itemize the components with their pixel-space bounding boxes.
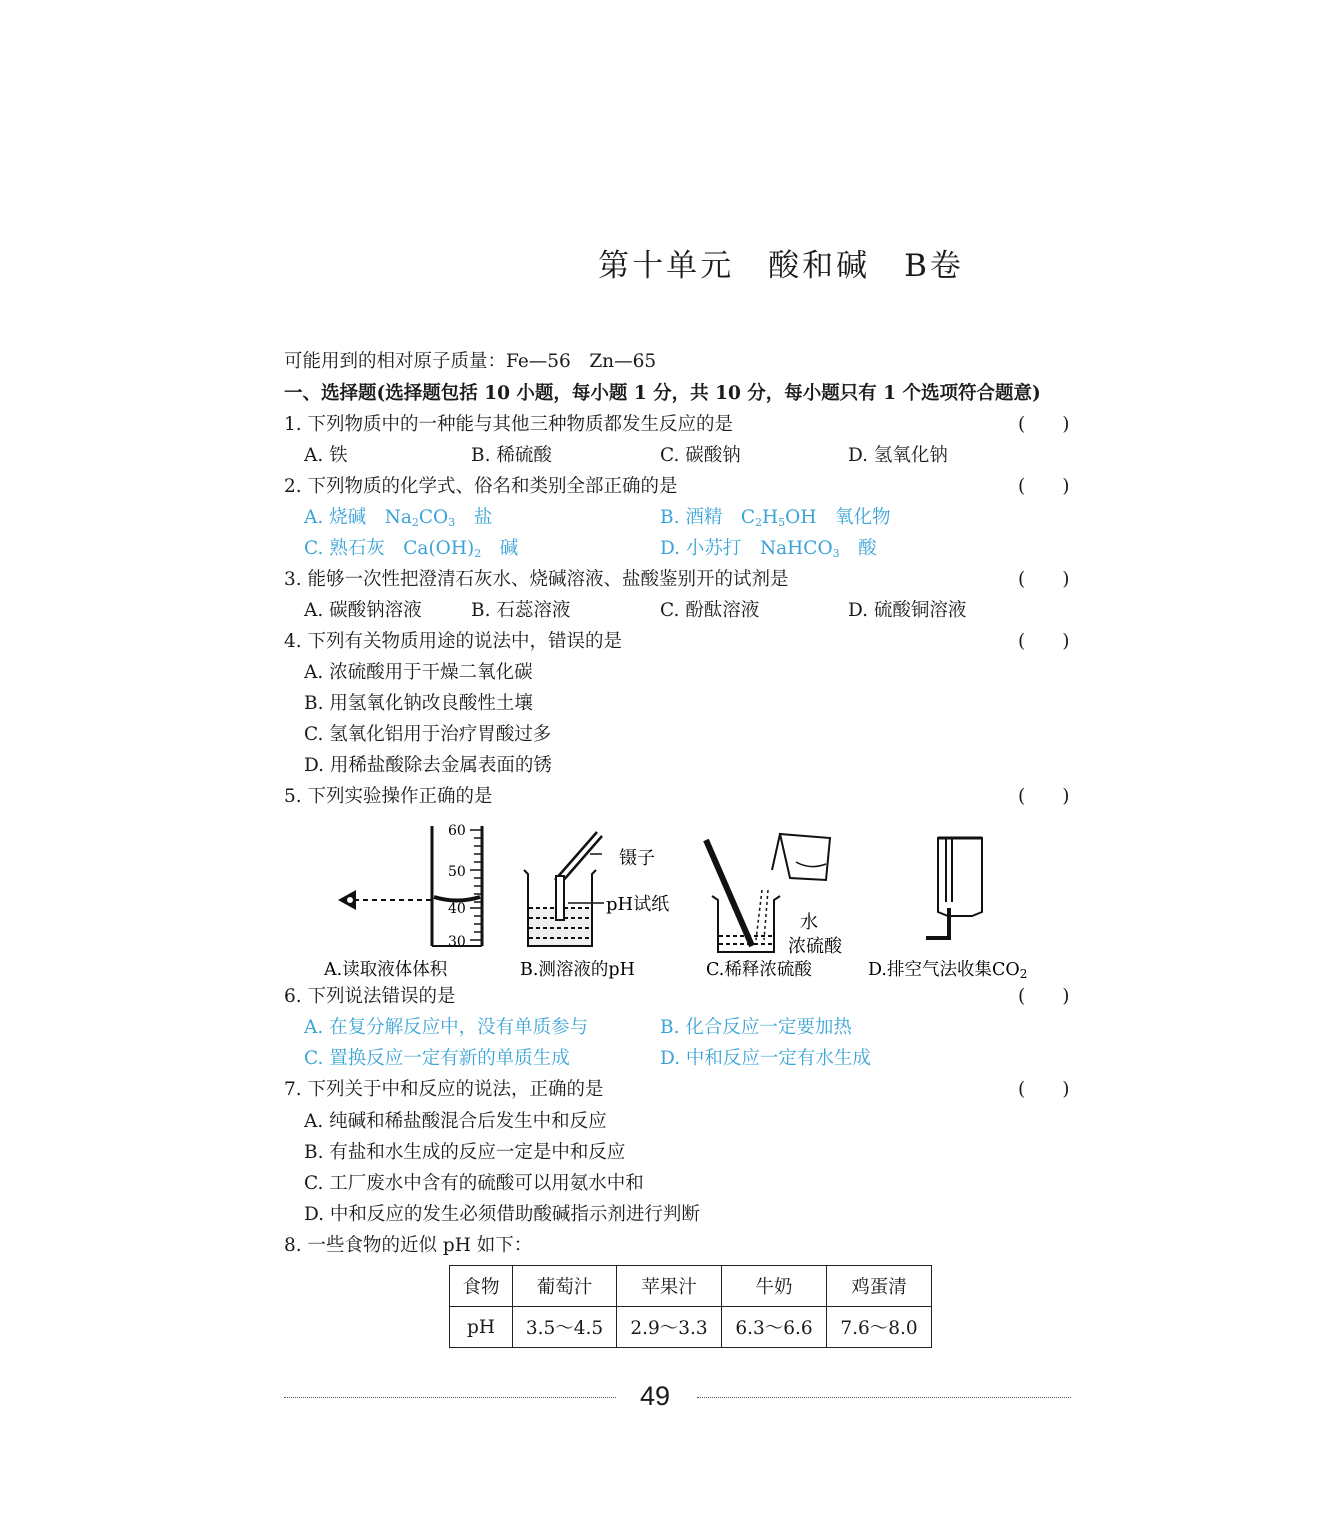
- question-5-stem: 5. 下列实验操作正确的是: [284, 786, 493, 807]
- answer-blank-7: ( ): [1018, 1079, 1070, 1100]
- question-8-stem: 8. 一些食物的近似 pH 如下：: [284, 1235, 533, 1256]
- gas-collection-illustration: [926, 838, 982, 938]
- table-cell: 2.9～3.3: [617, 1307, 722, 1348]
- lab-operations-figure: [310, 818, 1050, 990]
- question-2-stem: 2. 下列物质的化学式、俗名和类别全部正确的是: [284, 476, 678, 497]
- answer-blank-3: ( ): [1018, 569, 1070, 590]
- cylinder-tick-label: 40: [448, 901, 466, 917]
- food-ph-table: [449, 1265, 932, 1348]
- q7-option-c: C. 工厂废水中含有的硫酸可以用氨水中和: [304, 1173, 644, 1194]
- table-header-cell: 食物: [450, 1266, 513, 1307]
- q7-option-b: B. 有盐和水生成的反应一定是中和反应: [304, 1142, 626, 1163]
- question-4-stem: 4. 下列有关物质用途的说法中，错误的是: [284, 631, 623, 652]
- page-number: 49: [639, 1381, 671, 1411]
- q2-option-c: C. 熟石灰 $Ca(OH)_2$ 碱: [304, 538, 519, 560]
- q2-option-a: A. 烧碱 $Na_2CO_3$ 盐: [304, 507, 493, 529]
- conc-acid-label: 浓硫酸: [788, 936, 842, 957]
- q4-option-a: A. 浓硫酸用于干燥二氧化碳: [304, 662, 533, 683]
- footer-divider-right: [697, 1397, 1071, 1398]
- table-cell: 7.6～8.0: [827, 1307, 932, 1348]
- page-title: 第十单元 酸和碱 B卷: [598, 248, 964, 284]
- table-header-row: [450, 1266, 932, 1307]
- q3-option-a: A. 碳酸钠溶液: [304, 600, 422, 621]
- cylinder-tick-label: 30: [448, 934, 466, 950]
- q6-option-c: C. 置换反应一定有新的单质生成: [304, 1048, 570, 1069]
- table-cell: 3.5～4.5: [513, 1307, 617, 1348]
- table-cell: 6.3～6.6: [722, 1307, 827, 1348]
- beaker-ph-illustration: [524, 832, 604, 946]
- answer-blank-6: ( ): [1018, 986, 1070, 1007]
- q6-option-b: B. 化合反应一定要加热: [660, 1017, 852, 1038]
- q1-option-d: D. 氢氧化钠: [848, 445, 948, 466]
- water-label: 水: [800, 912, 818, 933]
- question-7-stem: 7. 下列关于中和反应的说法，正确的是: [284, 1079, 604, 1100]
- table-cell: pH: [450, 1307, 513, 1348]
- q6-option-d: D. 中和反应一定有水生成: [660, 1048, 871, 1069]
- graduated-cylinder-illustration: [354, 826, 482, 946]
- question-1-stem: 1. 下列物质中的一种能与其他三种物质都发生反应的是: [284, 414, 734, 435]
- q4-option-c: C. 氢氧化铝用于治疗胃酸过多: [304, 724, 552, 745]
- caption-a: A.读取液体体积: [324, 960, 448, 980]
- answer-blank-2: ( ): [1018, 476, 1070, 497]
- tweezers-label: 镊子: [619, 848, 655, 869]
- q6-option-a: A. 在复分解反应中，没有单质参与: [304, 1017, 589, 1038]
- table-header-cell: 苹果汁: [617, 1266, 722, 1307]
- q3-option-b: B. 石蕊溶液: [471, 600, 571, 621]
- question-3-stem: 3. 能够一次性把澄清石灰水、烧碱溶液、盐酸鉴别开的试剂是: [284, 569, 789, 590]
- answer-blank-5: ( ): [1018, 786, 1070, 807]
- dilution-illustration: [706, 834, 830, 952]
- q7-option-a: A. 纯碱和稀盐酸混合后发生中和反应: [304, 1111, 607, 1132]
- table-header-cell: 鸡蛋清: [827, 1266, 932, 1307]
- section-heading: 一、选择题(选择题包括 10 小题，每小题 1 分，共 10 分，每小题只有 1 个选项符合题意): [284, 383, 1041, 404]
- q2-option-b: B. 酒精 $C_2H_5OH$ 氧化物: [660, 507, 891, 529]
- q2-option-d: D. 小苏打 NaHCO$_3$ 酸: [660, 538, 877, 560]
- table-header-cell: 牛奶: [722, 1266, 827, 1307]
- q4-option-d: D. 用稀盐酸除去金属表面的锈: [304, 755, 552, 776]
- answer-blank-4: ( ): [1018, 631, 1070, 652]
- cylinder-tick-label: 50: [448, 864, 466, 880]
- q1-option-c: C. 碳酸钠: [660, 445, 741, 466]
- footer-divider-left: [284, 1397, 616, 1398]
- q1-option-a: A. 铁: [304, 445, 348, 466]
- ph-paper-label: pH试纸: [606, 894, 670, 915]
- answer-blank-1: ( ): [1018, 414, 1070, 435]
- question-6-stem: 6. 下列说法错误的是: [284, 986, 456, 1007]
- q7-option-d: D. 中和反应的发生必须借助酸碱指示剂进行判断: [304, 1204, 700, 1225]
- q3-option-c: C. 酚酞溶液: [660, 600, 760, 621]
- q4-option-b: B. 用氢氧化钠改良酸性土壤: [304, 693, 533, 714]
- caption-d: D.排空气法收集CO2: [868, 960, 1028, 981]
- cylinder-tick-label: 60: [448, 823, 466, 839]
- q3-option-d: D. 硫酸铜溶液: [848, 600, 967, 621]
- table-header-cell: 葡萄汁: [513, 1266, 617, 1307]
- table-row: [450, 1307, 932, 1348]
- caption-b: B.测溶液的pH: [520, 960, 635, 980]
- atomic-mass-note: 可能用到的相对原子质量：Fe—56 Zn—65: [284, 351, 657, 372]
- q1-option-b: B. 稀硫酸: [471, 445, 552, 466]
- caption-c: C.稀释浓硫酸: [706, 960, 812, 980]
